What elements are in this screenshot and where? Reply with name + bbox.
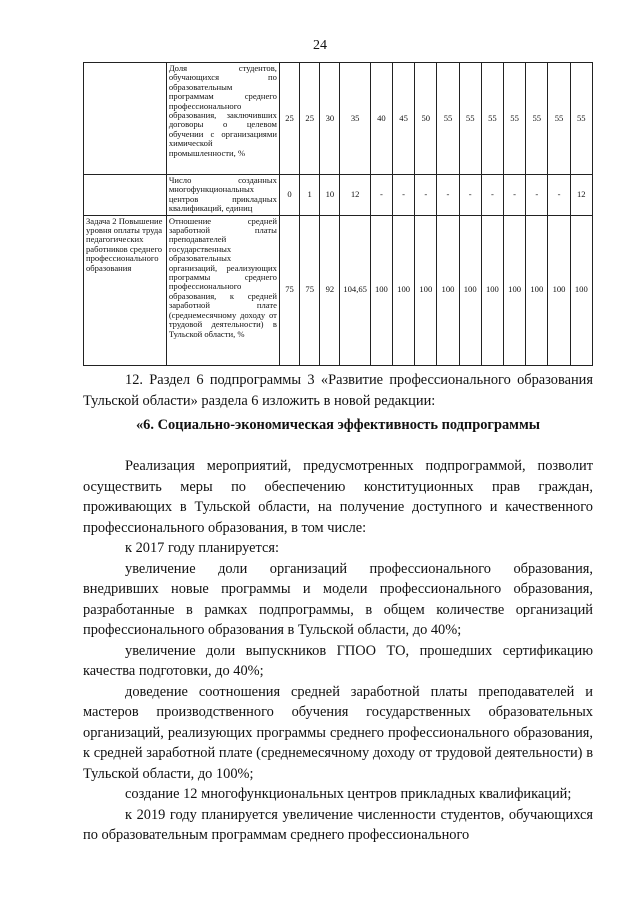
value-cell: - [459, 175, 481, 216]
value-cell: - [548, 175, 570, 216]
table-row [84, 63, 593, 175]
value-cell: 25 [279, 63, 299, 175]
paragraph-2019: к 2019 году планируется увеличение численности студентов, обучающихся по образовательным программам среднего профессионального [83, 806, 593, 843]
value-cell: 75 [279, 215, 299, 365]
value-cell: - [370, 175, 392, 216]
value-cell: 55 [526, 63, 548, 175]
value-cell: 55 [437, 63, 459, 175]
value-cell: - [481, 175, 503, 216]
value-cell: 100 [570, 215, 592, 365]
value-cell: 30 [320, 63, 340, 175]
body-text [83, 456, 593, 846]
value-cell: 55 [570, 63, 592, 175]
paragraph-salary-ratio: доведение соотношения средней заработной платы преподавателей и мастеров производственного обучения государственных образовательных организаций, реализующих программы среднего профессионального образования, к средней заработной плате (среднемесячному доходу от трудовой деятельности) в Тульской области, до 100%; [83, 683, 593, 782]
value-cell: 55 [548, 63, 570, 175]
task-cell [84, 175, 167, 216]
value-cell: 104,65 [340, 215, 370, 365]
page-number: 24 [313, 38, 327, 53]
value-cell: 35 [340, 63, 370, 175]
paragraph-intro: Реализация мероприятий, предусмотренных подпрограммой, позволит осуществить меры по обеспечению конституционных прав граждан, проживающих в Тульской области, на получение доступного и качественного профессионального образования, в том числе: [83, 458, 593, 536]
paragraph-increase-organizations: увеличение доли организаций профессионального образования, внедривших новые программы и модели профессионального образования, разработанные в рамках подпрограммы, в общем количестве организаций профессионального образования в Тульской области, до 40%; [83, 560, 593, 638]
value-cell: 12 [570, 175, 592, 216]
value-cell: 12 [340, 175, 370, 216]
value-cell: 45 [392, 63, 414, 175]
value-cell: - [504, 175, 526, 216]
value-cell: 1 [300, 175, 320, 216]
value-cell: 100 [481, 215, 503, 365]
value-cell: 55 [504, 63, 526, 175]
table-row [84, 175, 593, 216]
value-cell: 75 [300, 215, 320, 365]
value-cell: 100 [504, 215, 526, 365]
value-cell: 55 [459, 63, 481, 175]
value-cell: 100 [415, 215, 437, 365]
paragraph-centers: создание 12 многофункциональных центров прикладных квалификаций; [125, 786, 572, 802]
value-cell: 40 [370, 63, 392, 175]
value-cell: 10 [320, 175, 340, 216]
value-cell: 92 [320, 215, 340, 365]
paragraph-2017: к 2017 году планируется: [125, 540, 279, 556]
value-cell: 100 [526, 215, 548, 365]
value-cell: 55 [481, 63, 503, 175]
value-cell: - [392, 175, 414, 216]
value-cell: 0 [279, 175, 299, 216]
indicators-table [83, 62, 593, 366]
value-cell: 100 [548, 215, 570, 365]
value-cell: 100 [370, 215, 392, 365]
value-cell: 100 [437, 215, 459, 365]
indicator-cell: Число созданных многофункциональных центров прикладных квалификаций, единиц [166, 175, 279, 216]
value-cell: - [437, 175, 459, 216]
indicator-cell: Доля студентов, обучающихся по образовательным программам среднего профессионального образования, заключивших договоры о целевом обучении с организациями химической промышленности, % [166, 63, 279, 175]
value-cell: 50 [415, 63, 437, 175]
table-row [84, 215, 593, 365]
value-cell: 100 [459, 215, 481, 365]
paragraph-increase-graduates: увеличение доли выпускников ГПОО ТО, прошедших сертификацию качества подготовки, до 40%; [83, 642, 593, 679]
indicator-cell: Отношение средней заработной платы преподавателей государственных образовательных организаций, реализующих программы среднего профессионального образования, к средней заработной плате (среднемесячному доходу от трудовой деятельности) в Тульской области, % [166, 215, 279, 365]
value-cell: - [526, 175, 548, 216]
value-cell: - [415, 175, 437, 216]
task-cell: Задача 2 Повышение уровня оплаты труда педагогических работников среднего профессионального образования [84, 215, 167, 365]
paragraph-item-12: 12. Раздел 6 подпрограммы 3 «Развитие профессионального образования Тульской области» раздела 6 изложить в новой редакции: [83, 372, 593, 409]
task-cell [84, 63, 167, 175]
section-intro-block [83, 370, 593, 411]
section-heading: «6. Социально-экономическая эффективность подпрограммы [135, 417, 540, 433]
value-cell: 100 [392, 215, 414, 365]
value-cell: 25 [300, 63, 320, 175]
